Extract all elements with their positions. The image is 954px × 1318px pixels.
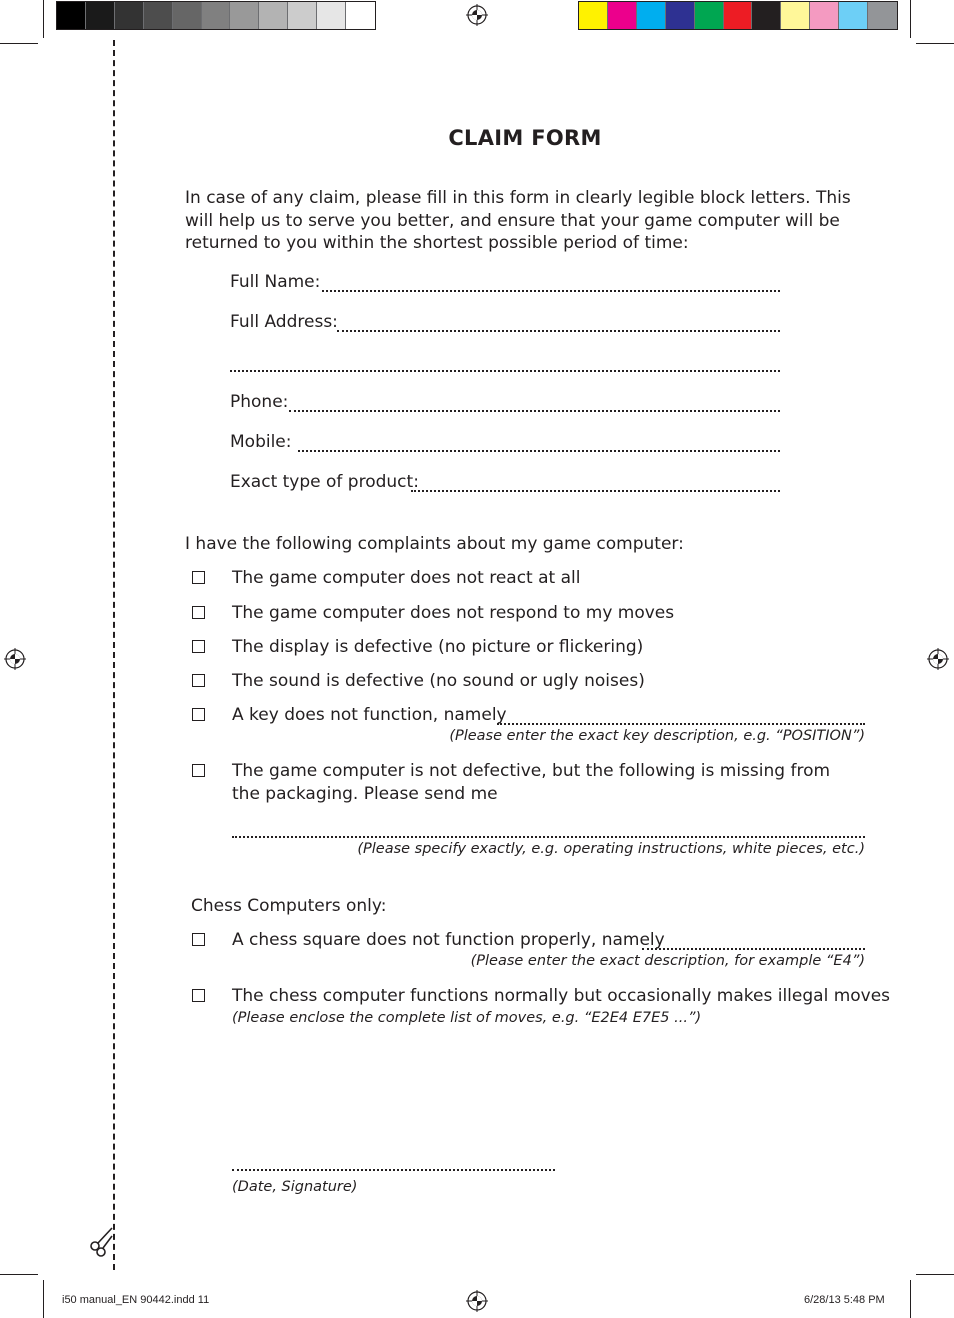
scissors-icon [88, 1226, 114, 1258]
chess-item-label: The chess computer functions normally but occasionally makes illegal moves [232, 986, 891, 1006]
registration-mark-icon [466, 4, 488, 26]
complaint-checkbox-no-react[interactable] [192, 571, 205, 584]
cut-line [113, 40, 115, 1270]
color-swatch [608, 2, 637, 29]
crop-mark [916, 43, 954, 44]
color-swatch [752, 2, 781, 29]
phone-field[interactable] [289, 410, 780, 412]
color-swatch [230, 2, 259, 29]
complaint-label: The display is defective (no picture or flickering) [232, 637, 644, 657]
color-swatch [839, 2, 868, 29]
complaint-checkbox-display[interactable] [192, 640, 205, 653]
crop-mark [0, 43, 38, 44]
color-swatch [695, 2, 724, 29]
product-type-label: Exact type of product: [230, 472, 419, 492]
missing-note: (Please specify exactly, e.g. operating instructions, white pieces, etc.) [357, 841, 865, 857]
color-swatch [202, 2, 231, 29]
mobile-field[interactable] [298, 450, 780, 452]
page-title: CLAIM FORM [448, 126, 602, 150]
complaint-label: The game computer does not react at all [232, 568, 581, 588]
complaint-label: A key does not function, namely [232, 705, 507, 725]
grayscale-color-bar [56, 1, 376, 30]
color-swatch [666, 2, 695, 29]
full-address-field-line-2[interactable] [230, 370, 780, 372]
key-description-field[interactable] [497, 723, 865, 725]
full-name-label: Full Name: [230, 272, 321, 292]
color-swatch [781, 2, 810, 29]
complaints-heading: I have the following complaints about my game computer: [185, 534, 684, 554]
color-swatch [724, 2, 753, 29]
chess-checkbox-square[interactable] [192, 933, 205, 946]
color-swatch [637, 2, 666, 29]
crop-mark [43, 1280, 44, 1318]
mobile-label: Mobile: [230, 432, 292, 452]
crop-mark [43, 0, 44, 38]
crop-mark [910, 0, 911, 38]
footer-file-name: i50 manual_EN 90442.indd 11 [62, 1294, 210, 1306]
color-swatch [86, 2, 115, 29]
color-swatch [173, 2, 202, 29]
moves-note: (Please enclose the complete list of moves, e.g. “E2E4 E7E5 ...”) [232, 1010, 702, 1026]
registration-mark-icon [466, 1290, 488, 1312]
process-color-bar [578, 1, 898, 30]
signature-label: (Date, Signature) [232, 1179, 358, 1195]
key-note: (Please enter the exact key description, e.g. “POSITION”) [449, 728, 865, 744]
color-swatch [259, 2, 288, 29]
registration-mark-icon [4, 648, 26, 670]
product-type-field[interactable] [411, 490, 780, 492]
crop-mark [916, 1274, 954, 1275]
chess-checkbox-illegal-moves[interactable] [192, 989, 205, 1002]
complaint-checkbox-no-respond[interactable] [192, 606, 205, 619]
full-address-label: Full Address: [230, 312, 338, 332]
color-swatch [115, 2, 144, 29]
full-name-field[interactable] [322, 290, 780, 292]
full-address-field[interactable] [337, 330, 780, 332]
intro-paragraph: In case of any claim, please fill in this form in clearly legible block letters. This will help us to serve you better, and ensure that your game computer will be returned to you within the shortest possible period of time: [185, 188, 851, 253]
complaint-checkbox-missing[interactable] [192, 764, 205, 777]
complaint-label: The sound is defective (no sound or ugly noises) [232, 671, 645, 691]
color-swatch [144, 2, 173, 29]
color-swatch [317, 2, 346, 29]
color-swatch [288, 2, 317, 29]
complaint-label: The game computer is not defective, but the following is missing from the packaging. Please send me [232, 761, 831, 804]
color-swatch [579, 2, 608, 29]
complaint-label: The game computer does not respond to my moves [232, 603, 675, 623]
crop-mark [910, 1280, 911, 1318]
crop-mark [0, 1274, 38, 1275]
registration-mark-icon [927, 648, 949, 670]
phone-label: Phone: [230, 392, 289, 412]
missing-items-field[interactable] [232, 836, 865, 838]
square-note: (Please enter the exact description, for example “E4”) [470, 953, 865, 969]
color-swatch [346, 2, 375, 29]
complaint-checkbox-sound[interactable] [192, 674, 205, 687]
signature-field[interactable] [232, 1169, 555, 1171]
complaint-checkbox-key[interactable] [192, 708, 205, 721]
color-swatch [57, 2, 86, 29]
color-swatch [868, 2, 897, 29]
color-swatch [810, 2, 839, 29]
chess-item-label: A chess square does not function properly, namely [232, 930, 665, 950]
chess-square-field[interactable] [642, 948, 865, 950]
footer-datetime: 6/28/13 5:48 PM [804, 1294, 885, 1306]
chess-heading: Chess Computers only: [191, 896, 387, 916]
